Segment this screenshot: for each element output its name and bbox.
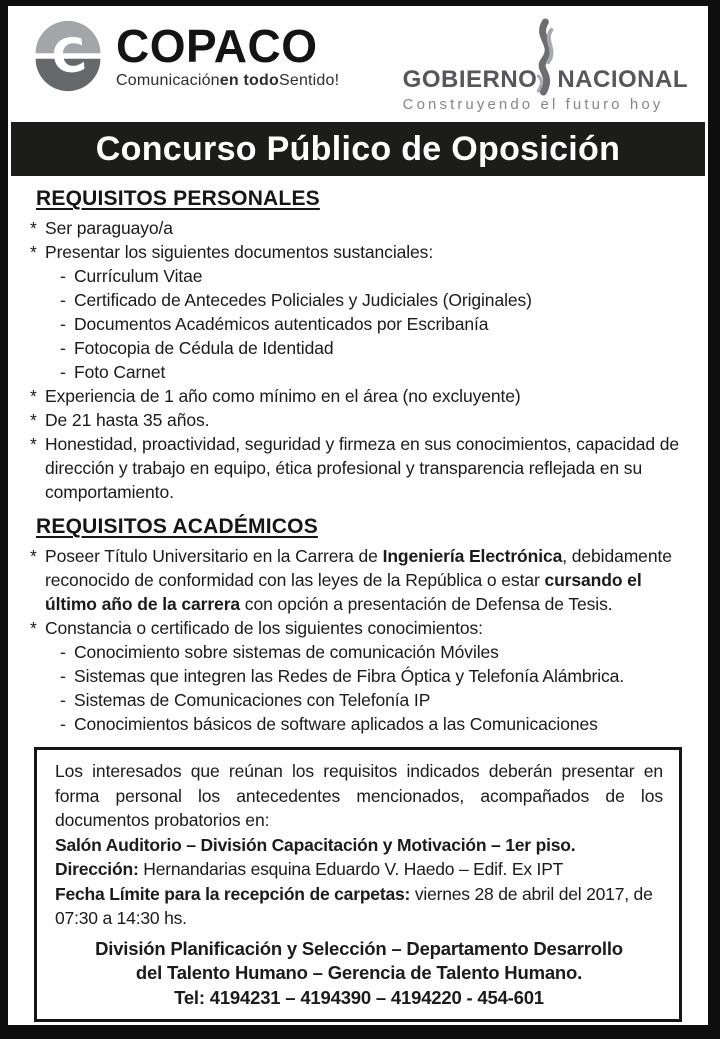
gobierno-nacional-logo [403,22,688,113]
text-run: Documentos Académicos autenticados por Escribanía [74,314,489,334]
bullet-marker: * [30,242,37,262]
list-item-text [74,688,694,712]
list-item-text [45,544,694,616]
submission-address-line [55,857,663,882]
bullet-marker: * [30,546,37,566]
bullet-marker: - [60,666,66,686]
text-run: Comunicación [116,71,220,89]
department-line-1: División Planificación y Selección – Departamento Desarrollo [95,937,623,959]
list-item-text [45,216,694,240]
bullet-marker: - [60,642,66,662]
text-run: Experiencia de 1 año como mínimo en el área (no excluyente) [45,386,521,406]
bold-text-run: en todo [219,71,279,89]
bold-text-run: Fecha Límite para la recepción de carpetas: [55,883,415,904]
section-requisitos-personales [8,176,708,504]
bullet-marker: * [30,434,37,454]
gobierno-title [403,68,688,92]
sub-list-item [30,664,694,688]
list-item-text [45,432,694,504]
text-run: Sistemas que integren las Redes de Fibra Óptica y Telefonía Alámbrica. [74,666,625,686]
text-run: Foto Carnet [74,362,166,382]
flame-icon [529,18,561,96]
title-banner: Concurso Público de Oposición [11,122,705,176]
bullet-marker: - [60,714,66,734]
list-item-text [74,264,694,288]
list-item-text [45,408,694,432]
list-item [30,216,694,240]
list-item-text [74,664,694,688]
list-item-text [45,616,694,640]
text-run: Sistemas de Comunicaciones con Telefonía IP [74,690,431,710]
requisitos-personales-list [30,216,694,504]
section-title-academicos: REQUISITOS ACADÉMICOS [36,515,318,538]
copaco-tagline [116,72,339,90]
bullet-marker: - [60,690,66,710]
bullet-marker: - [60,362,66,382]
list-item [30,432,694,504]
text-run: Poseer Título Universitario en la Carrera de [45,546,383,566]
gobierno-tagline: Construyendo el futuro hoy [402,96,664,113]
list-item [30,240,694,264]
bullet-marker: - [60,314,66,334]
copaco-logo [32,20,339,92]
gobierno-title-right: NACIONAL [557,66,688,93]
list-item-text [74,312,694,336]
sub-list-item [30,312,694,336]
text-run: Constancia o certificado de los siguientes conocimientos: [45,618,483,638]
bullet-marker: * [30,386,37,406]
text-run: Currículum Vitae [74,266,203,286]
text-run: Honestidad, proactividad, seguridad y firmeza en sus conocimientos, capacidad de dirección y trabajo en equipo, ética profesional y transparencia reflejada en su comportamiento. [45,434,680,502]
text-run: Fotocopia de Cédula de Identidad [74,338,334,358]
bold-text-run: Salón Auditorio – División Capacitación y Motivación – 1er piso. [55,834,576,855]
section-requisitos-academicos [8,504,708,736]
submission-info-box [34,747,682,1022]
list-item-text [74,336,694,360]
list-item-text [74,360,694,384]
copaco-wordmark [116,19,340,90]
bullet-marker: * [30,218,37,238]
bold-text-run: Ingeniería Electrónica [382,546,563,566]
list-item [30,616,694,640]
text-run: Conocimientos básicos de software aplicados a las Comunicaciones [74,714,598,734]
bullet-marker: - [60,290,66,310]
sub-list-item [30,288,694,312]
submission-intro-text: Los interesados que reúnan los requisitos indicados deberán presentar en forma personal los antecedentes mencionados, acompañados de los documentos probatorios en: [55,761,663,830]
bullet-marker: - [60,266,66,286]
list-item-text [74,288,694,312]
list-item-text [74,640,694,664]
text-run: viernes 28 de abril del 2017, de 07:30 a 14:30 hs. [55,883,653,928]
submission-location-line [55,833,663,858]
copaco-brand-name: COPACO [116,19,318,72]
bold-text-run: cursando el último año de la carrera [45,570,642,614]
bullet-marker: - [60,338,66,358]
text-run: Conocimiento sobre sistemas de comunicación Móviles [74,642,499,662]
section-title-personales: REQUISITOS PERSONALES [36,187,320,210]
text-run: Certificado de Antecedes Policiales y Judiciales (Originales) [74,290,532,310]
text-run: De 21 hasta 35 años. [45,410,210,430]
sub-list-item [30,640,694,664]
list-item [30,544,694,616]
text-run: Sentido! [278,71,340,89]
submission-deadline-line [55,882,663,931]
text-run: , debidamente reconocido de conformidad con las leyes de la República o estar [45,546,672,590]
text-run: con opción a presentación de Defensa de Tesis. [240,594,613,614]
text-run: Presentar los siguientes documentos sustanciales: [45,242,434,262]
sub-list-item [30,336,694,360]
list-item [30,384,694,408]
document-header [8,6,708,115]
copaco-globe-icon [32,20,104,92]
svg-text:C: C [49,28,89,86]
sub-list-item [30,712,694,736]
bullet-marker: * [30,618,37,638]
gobierno-title-left: GOBIERNO [402,66,538,93]
sub-list-item [30,688,694,712]
sub-list-item [30,360,694,384]
department-line-2: del Talento Humano – Gerencia de Talento Humano. [135,962,583,983]
bold-text-run: Dirección: [55,859,144,879]
text-run: Ser paraguayo/a [45,218,173,238]
department-contact-block [55,937,663,1011]
bullet-marker: * [30,410,37,430]
text-run: Hernandarias esquina Eduardo V. Haedo – Edif. Ex IPT [143,859,564,879]
list-item [30,408,694,432]
phone-numbers-line: Tel: 4194231 – 4194390 – 4194220 - 454-601 [174,986,544,1008]
requisitos-academicos-list [30,544,694,736]
list-item-text [74,712,694,736]
list-item-text [45,384,694,408]
list-item-text [45,240,694,264]
sub-list-item [30,264,694,288]
